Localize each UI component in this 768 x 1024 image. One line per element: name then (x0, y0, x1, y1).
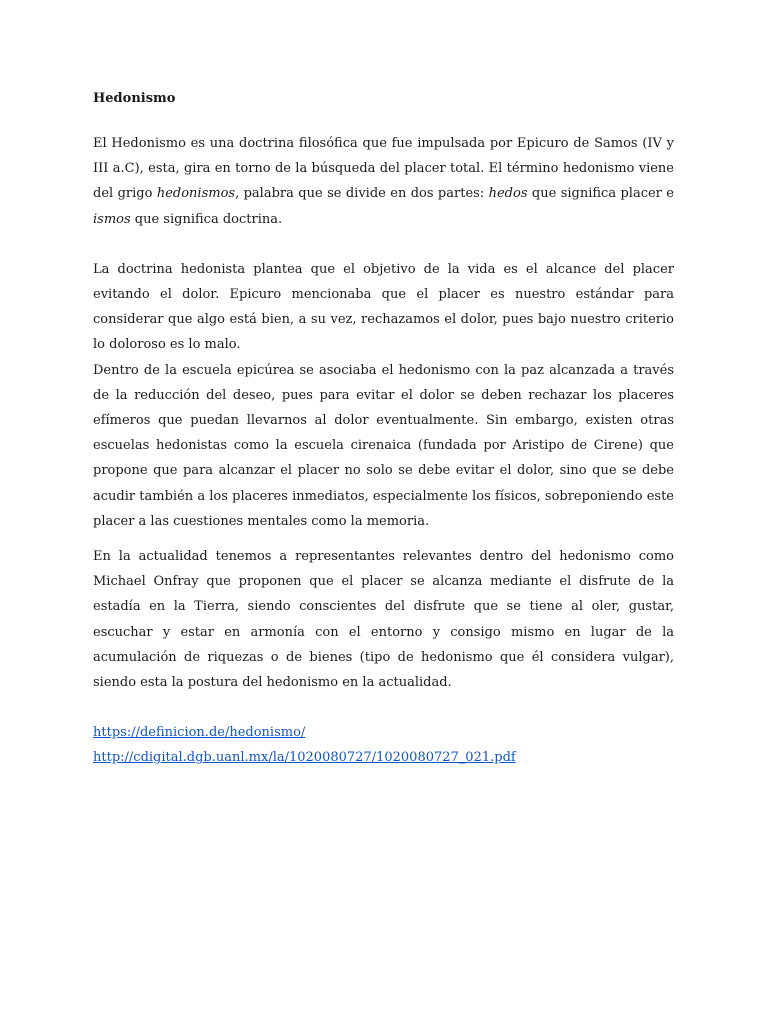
reference-link-cdigital[interactable]: http://cdigital.dgb.uanl.mx/la/1020080727/1020080727_021.pdf (93, 750, 516, 766)
document-title: Hedonismo (93, 91, 176, 106)
paragraph-intro (93, 131, 674, 232)
paragraph-intro-text-1: El Hedonismo es una doctrina filosófica que fue impulsada por Epicuro de Samos (IV y III a.C), esta, gira en torno de la búsqueda del placer total. El término hedonismo viene del grigo (93, 136, 674, 202)
paragraph-doctrine: La doctrina hedonista plantea que el objetivo de la vida es el alcance del placer evitando el dolor. Epicuro mencionaba que el placer es nuestro estándar para considerar que algo está bien, a su vez, rechazamos el dolor, pues bajo nuestro criterio lo doloroso es lo malo. (93, 261, 674, 353)
references (93, 720, 674, 770)
term-hedonismos: hedonismos (156, 186, 236, 202)
term-ismos: ismos (93, 211, 131, 227)
document-page (93, 86, 674, 770)
paragraph-intro-text-4: que significa doctrina. (130, 211, 283, 227)
term-hedos: hedos (488, 186, 528, 202)
paragraph-intro-text-2: , palabra que se divide en dos partes: (235, 186, 489, 202)
paragraph-intro-text-3: que significa placer e (527, 186, 674, 202)
reference-link-definicion[interactable]: https://definicion.de/hedonismo/ (93, 725, 306, 741)
paragraph-schools: Dentro de la escuela epicúrea se asociaba el hedonismo con la paz alcanzada a través de la reducción del deseo, pues para evitar el dolor se deben rechazar los placeres efímeros que puedan llevarnos al dolor eventualmente. Sin embargo, existen otras escuelas hedonistas como la escuela cirenaica (fundada por Aristipo de Cirene) que propone que para alcanzar el placer no solo se debe evitar el dolor, sino que se debe acudir también a los placeres inmediatos, especialmente los físicos, sobreponiendo este placer a las cuestiones mentales como la memoria. (93, 362, 674, 529)
paragraph-present: En la actualidad tenemos a representantes relevantes dentro del hedonismo como Michael Onfray que proponen que el placer se alcanza mediante el disfrute de la estadía en la Tierra, siendo conscientes del disfrute que se tiene al oler, gustar, escuchar y estar en armonía con el entorno y consigo mismo en lugar de la acumulación de riquezas o de bienes (tipo de hedonismo que él considera vulgar), siendo esta la postura del hedonismo en la actualidad. (93, 549, 674, 691)
